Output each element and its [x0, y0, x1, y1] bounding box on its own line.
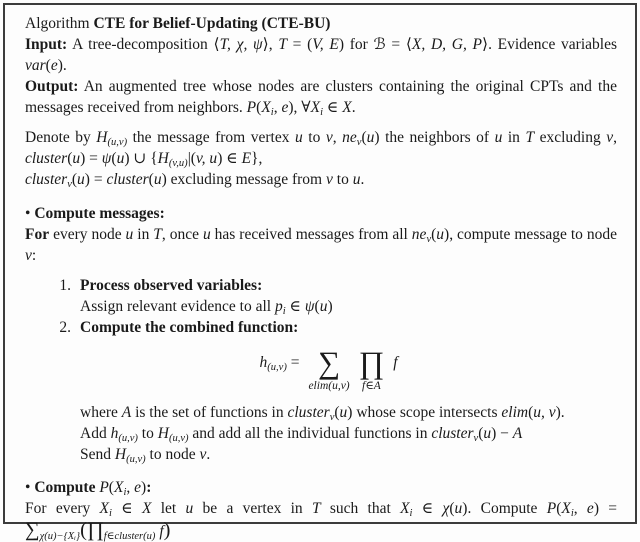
step-1 — [25, 275, 617, 317]
send-message-line: Send $H_{(u,v)}$ to node v. — [80, 446, 211, 466]
definitions-paragraph — [25, 127, 617, 190]
equation-lhs: $h_{(u,v)}$ = — [259, 354, 300, 374]
input-spec: Input: A tree-decomposition ⟨T, χ, ψ⟩, T = (V, E) for ℬ = ⟨X, D, G, P⟩. Evidence variables var(e). — [25, 36, 617, 74]
add-functions-line: Add $h_{(u,v)}$ to $H_{(u,v)}$ and add all the individual functions in cluster$_v$(u) − A — [80, 425, 523, 445]
product-operator-icon: ∏ — [358, 344, 385, 380]
step-2-heading: Compute the combined function: — [80, 319, 299, 336]
where-clause-line: where A is the set of functions in cluster$_v$(u) whose scope intersects elim(u, v). — [80, 404, 565, 424]
step-1-heading: Process observed variables: — [80, 277, 263, 294]
sum-subscript: elim(u,v) — [308, 379, 350, 392]
final-paragraph-line-2: $\sum_{\chi(u)-\{Xᵢ\}}(\prod_{f\in cluster(u)}$ f) — [25, 519, 171, 542]
step-1-number: 1. — [59, 277, 71, 294]
combined-function-equation — [80, 343, 577, 395]
definition-line-3: cluster$_v$(u) = cluster(u) excluding message from v to u. — [25, 171, 365, 191]
final-paragraph-line-1: For every $X_i$ ∈ X let u be a vertex in T such that $X_i$ ∈ χ(u). Compute $P(X_i$, e) = — [25, 500, 617, 520]
step-2-number: 2. — [59, 319, 71, 336]
compute-messages-heading: • Compute messages: — [25, 205, 165, 222]
algorithm-box — [3, 3, 637, 542]
compute-belief-heading: • Compute $P(X_i$, e): — [25, 479, 152, 499]
step-2-body — [80, 317, 617, 465]
definition-line-2: cluster(u) = ψ(u) ∪ {$H_{(v,u)}|(v$, u) ∈ E}, — [25, 150, 263, 170]
output-spec: Output: An augmented tree whose nodes are clusters containing the original CPTs and the messages received from neighbors. $P(X_i$, e), $\forall X_i$ ∈ X. — [25, 78, 617, 119]
product-operator-group — [359, 346, 385, 393]
steps-list — [25, 275, 617, 465]
algorithm-title: Algorithm CTE for Belief-Updating (CTE-BU) — [25, 15, 331, 32]
definition-line-1: Denote by $H_{(u,v)}$ the message from vertex u to v, $ne_v(u)$ the neighbors of u in T excluding v, — [25, 129, 618, 149]
sum-operator-group — [308, 346, 349, 393]
step-1-body — [80, 275, 617, 317]
product-subscript: f∈A — [362, 379, 381, 392]
final-paragraph — [25, 498, 617, 542]
step-1-text: Assign relevant evidence to all $p_i$ ∈ ψ(u) — [80, 298, 333, 318]
sum-operator-icon: ∑ — [318, 344, 341, 380]
equation-rhs: f — [393, 354, 398, 371]
for-every-node-paragraph: For every node u in T, once u has received messages from all $ne_v(u)$, compute message to node v: — [25, 226, 617, 264]
step-2 — [25, 317, 617, 465]
